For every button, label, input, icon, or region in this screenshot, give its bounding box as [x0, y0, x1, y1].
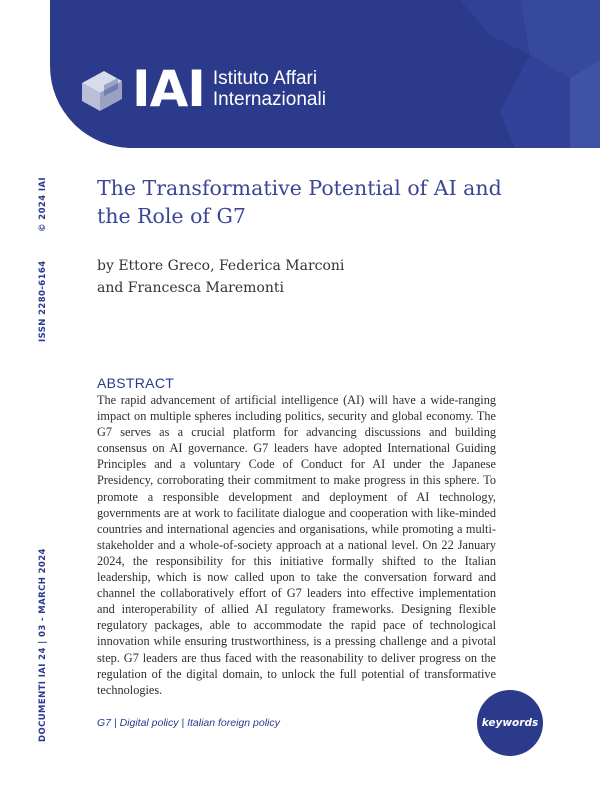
header-banner	[50, 0, 600, 148]
document-title: The Transformative Potential of AI and the Role of G7	[97, 176, 502, 228]
decorative-cube-graphic	[420, 0, 600, 148]
abstract-heading: ABSTRACT	[97, 375, 175, 391]
logo-mark: IAI	[132, 60, 205, 118]
institute-name-line1: Istituto Affari	[212, 68, 318, 89]
keywords-badge: keywords	[477, 690, 543, 756]
institute-name	[213, 68, 326, 110]
abstract-text: The rapid advancement of artificial intelligence (AI) will have a wide-ranging impact on multiple spheres including politics, security and global economy. The G7 serves as a crucial platform for advancing discussions and building consensus on AI governance. G7 leaders have adopted International Guiding Principles and a voluntary Code of Conduct for AI under the Japanese Presidency, corroborating their commitment to make progress in this sphere. To promote a responsible development and deployment of AI technology, governments are at work to facilitate dialogue and cooperation with like-minded countries and international agencies and organisations, while promoting a multi-stakeholder and a whole-of-society approach at a national level. On 22 January 2024, the responsibility for this initiative formally shifted to the Italian leadership, which is now called upon to take the conversation forward and channel the collaboratively effort of G7 leaders into effective implementation and interoperability of allied AI regulatory frameworks. Designing flexible regulatory packages, able to accommodate the rapid pace of technological innovation while ensuring trustworthiness, is a pressing challenge and a pivotal step. G7 leaders are thus faced with the reasonability to deliver progress on the regulation of the digital domain, to unlock the full potential of transformative technologies.	[97, 393, 496, 697]
authors	[97, 255, 497, 299]
authors-line1: by Ettore Greco, Federica Marconi	[97, 258, 345, 274]
institute-name-line2: Internazionali	[212, 89, 326, 110]
keywords-line: G7 | Digital policy | Italian foreign policy	[97, 717, 280, 729]
iai-logo	[78, 60, 326, 118]
cube-logo-icon	[78, 65, 126, 113]
authors-line2: and Francesca Maremonti	[97, 280, 284, 296]
